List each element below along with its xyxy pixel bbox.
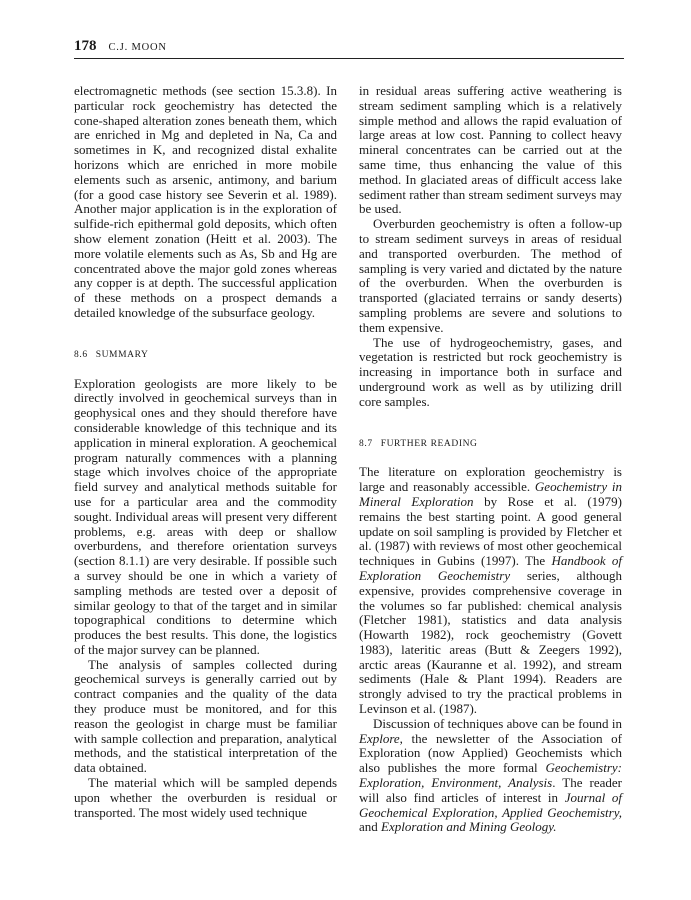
paragraph: The material which will be sampled depends upon whether the overburden is residual or transported. The most widely used technique — [74, 775, 337, 820]
paragraph: in residual areas suffering active weathering is stream sediment sampling which is a relatively simple method and allows the rapid evaluation of large areas at low cost. Panning to collect heavy mineral concentrates can be carried out at the same time, thus enhancing the value of this method. In glaciated areas of difficult access lake sediment rather than stream sediment surveys may be used. — [359, 83, 622, 217]
publication-title: Journal of Geochemical Exploration, Applied Geochemistry, — [359, 789, 623, 820]
book-title: Handbook of Exploration Geochemistry — [359, 553, 622, 583]
page-number: 178 — [74, 38, 97, 54]
paragraph: Overburden geochemistry is often a follow-up to stream sediment surveys in areas of residual and transported overburden. The method of sampling is very varied and dictated by the nature of the overburden. When the overburden is transported (glaciated terrains or sandy deserts) sampling problems are severe and solutions to them expensive. — [359, 216, 622, 335]
paragraph: The use of hydrogeochemistry, gases, and vegetation is restricted but rock geochemistry is increasing in importance both in surface and underground work as well as by utilizing drill core samples. — [359, 334, 622, 409]
header-rule — [74, 58, 624, 59]
right-column — [359, 84, 622, 835]
section-title: SUMMARY — [95, 349, 149, 360]
running-head: C.J. MOON — [108, 42, 167, 53]
publication-title: Exploration and Mining Geology. — [381, 819, 557, 835]
section-number: 8.7 — [359, 438, 373, 449]
paragraph: electromagnetic methods (see section 15.3.8). In particular rock geochemistry has detected the cone-shaped alteration zones beneath them, which are enriched in Mg and depleted in Na, Ca and sometimes in K, and recognized distal exhalite horizons which are enriched in more mobile elements such as arsenic, antimony, and barium (for a good case history see Severin et al. 1989). Another major application is in the exploration of sulfide-rich epithermal gold deposits, which often show element zonation (Heitt et al. 2003). The more volatile elements such as As, Sb and Hg are concentrated above the major gold zones whereas any copper is at depth. The successful application of these methods on a prospect demands a detailed knowledge of the subsurface geology. — [74, 83, 337, 320]
section-title: FURTHER READING — [380, 438, 478, 449]
publication-title: Explore — [359, 730, 400, 746]
publication-title: Geochemistry: Exploration, Environment, Analysis — [359, 760, 622, 791]
section-heading-further-reading — [359, 437, 622, 452]
paragraph: Exploration geologists are more likely to be directly involved in geochemical surveys than in geophysical ones and they should therefore have considerable knowledge of this technique and its application in mineral exploration. A geochemical program naturally commences with a planning stage which involves choice of the appropriate field survey and analytical methods suitable for use for a particular area and the commodity sought. Individual areas will present very different problems, e.g. areas with deep or shallow overburdens, and therefore orientation surveys (section 8.1.1) are very desirable. If possible such a survey should be one in which a variety of sampling methods are tested over a deposit of similar geology to that of the target and in similar topographical conditions to determine which produces the best results. This done, the logistics of the major survey can be planned. — [74, 375, 337, 657]
paragraph: Discussion of techniques above can be found in Explore, the newsletter of the Association of Exploration (now Applied) Geochemists which also publishes the more formal Geochemistry: Exploration, Environment, Analysis. The reader will also find articles of interest in Journal of Geochemical Exploration, Applied Geochemistry, and Exploration and Mining Geology. — [359, 715, 623, 835]
paragraph: The literature on exploration geochemistry is large and reasonably accessible. Geochemistry in Mineral Exploration by Rose et al. (1979) remains the best starting point. A good general update on soil sampling is provided by Fletcher et al. (1987) with reviews of most other geochemical techniques in Gubins (1997). The Handbook of Exploration Geochemistry series, although expensive, provides comprehensive coverage in the volumes so far published: chemical analysis (Fletcher 1981), statistics and data analysis (Howarth 1982), rock geochemistry (Govett 1983), lateritic areas (Butt & Zeegers 1992), arctic areas (Kauranne et al. 1992), and stream sediments (Hale & Plant 1994). Readers are strongly advised to try the practical problems in Levinson et al. (1987). — [359, 464, 622, 717]
section-number: 8.6 — [74, 349, 88, 360]
book-title: Geochemistry in Mineral Exploration — [359, 479, 622, 509]
paragraph: The analysis of samples collected during geochemical surveys is generally carried out by contract companies and the quality of the data they produce must be monitored, and for this reason the geologist in charge must be familiar with sample collection and preparation, analytical methods, and the statistical interpretation of the data obtained. — [74, 656, 337, 776]
section-heading-summary — [74, 348, 337, 363]
page-header — [74, 38, 623, 55]
left-column — [74, 84, 337, 820]
